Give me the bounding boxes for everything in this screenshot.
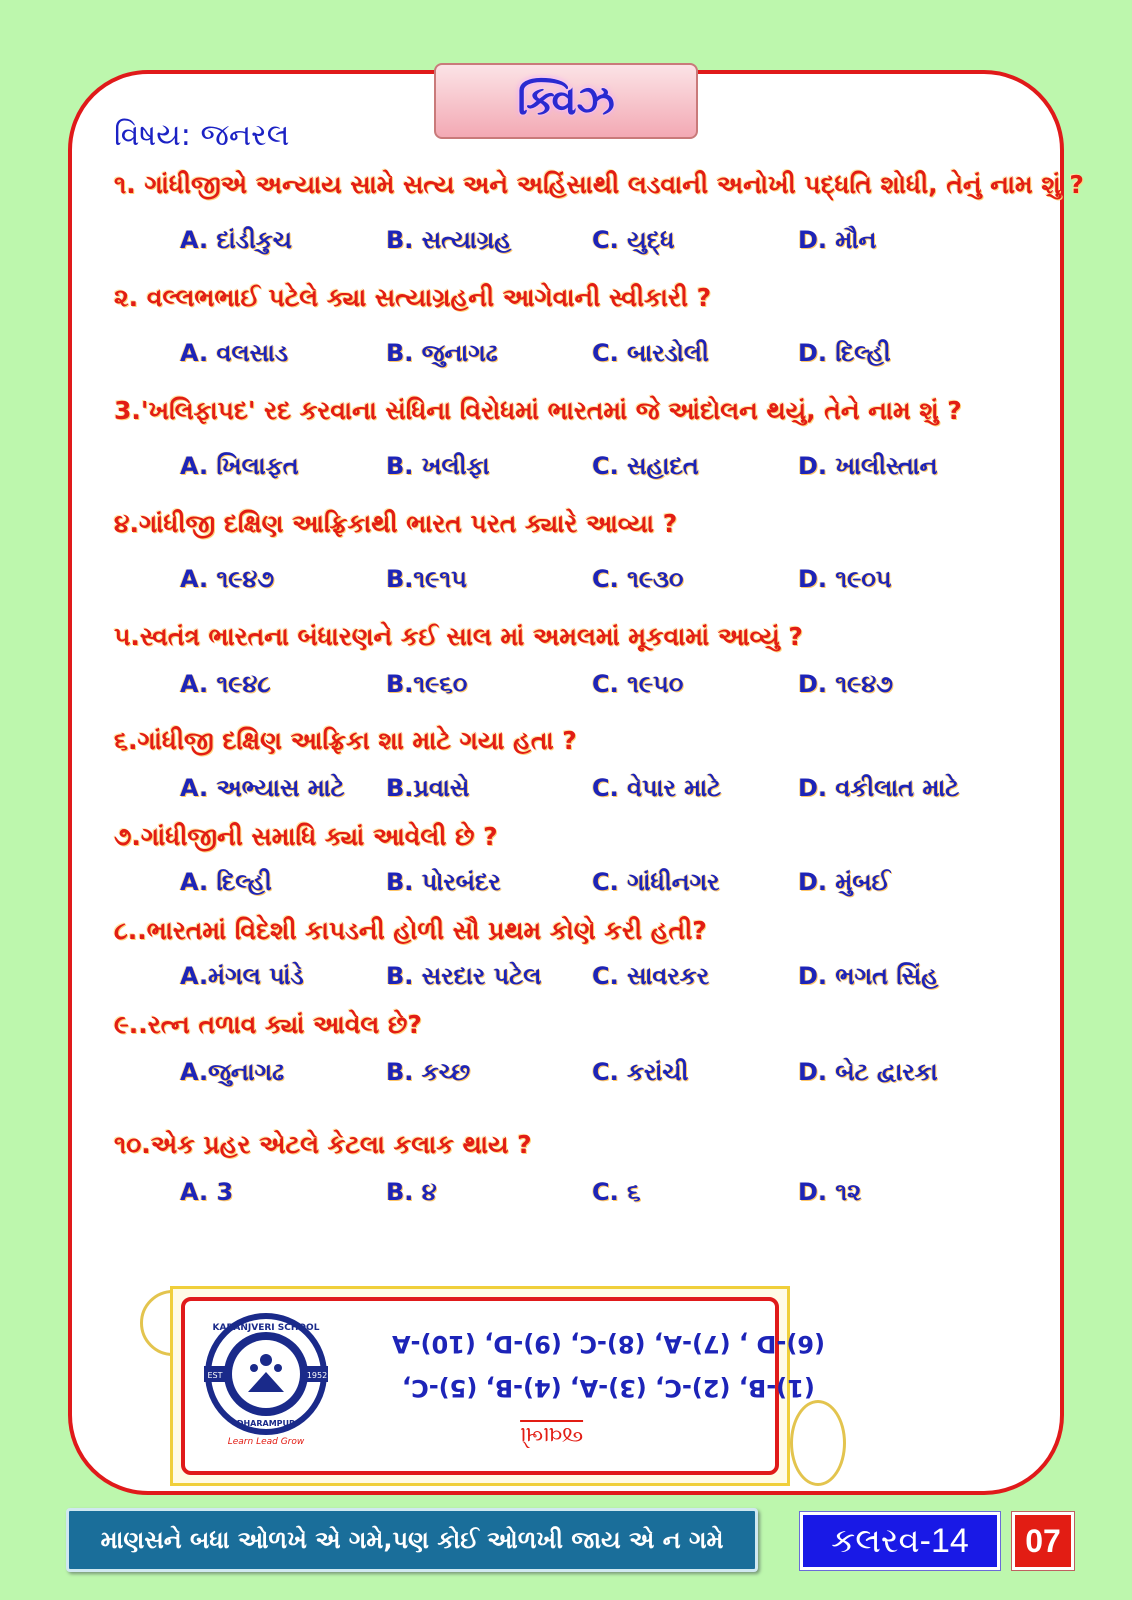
option-a[interactable]: A. દાંડીકુચ xyxy=(180,226,292,254)
option-c[interactable]: C. સાવરકર xyxy=(592,962,710,990)
option-c[interactable]: C. ૧૯૩૦ xyxy=(592,565,684,593)
option-a[interactable]: A. 3 xyxy=(180,1178,234,1206)
question-8: ૮..ભારતમાં વિદેશી કાપડની હોળી સૌ પ્રથમ કોણે કરી હતી? xyxy=(114,916,707,945)
option-d[interactable]: D. ભગત સિંહ xyxy=(798,962,939,990)
svg-text:1952: 1952 xyxy=(306,1371,328,1380)
option-c[interactable]: C. ૬ xyxy=(592,1178,641,1206)
option-c[interactable]: C. ૧૯૫૦ xyxy=(592,670,684,698)
footer-quote: માણસને બધા ઓળખે એ ગમે,પણ કોઈ ઓળખી જાય એ ન ગમે xyxy=(66,1508,758,1572)
options-1 xyxy=(180,226,1000,264)
question-10: ૧૦.એક પ્રહર એટલે કેટલા કલાક થાય ? xyxy=(114,1130,532,1159)
options-3 xyxy=(180,452,1000,490)
question-9: ૯..રત્ન તળાવ ક્યાં આવેલ છે? xyxy=(114,1010,422,1039)
option-d[interactable]: D. બેટ દ્વારકા xyxy=(798,1058,938,1086)
option-a[interactable]: A.મંગલ પાંડે xyxy=(180,962,304,990)
school-logo xyxy=(198,1312,334,1448)
answers-line-1: (1)-B, (2)-C, (3)-A, (4)-B, (5)-C, xyxy=(402,1374,815,1402)
option-a[interactable]: A. અભ્યાસ માટે xyxy=(180,774,345,802)
options-7 xyxy=(180,868,1000,906)
question-3: 3.'ખલિફાપદ' રદ કરવાના સંધિના વિરોધમાં ભારતમાં જે આંદોલન થયું, તેને નામ શું ? xyxy=(114,396,962,425)
answers-line-2: (6)-D , (7)-A, (8)-C, (9)-D, (10)-A xyxy=(392,1330,825,1358)
options-9 xyxy=(180,1058,1000,1096)
svg-text:Learn Lead Grow: Learn Lead Grow xyxy=(227,1437,305,1447)
option-b[interactable]: B. જુનાગઢ xyxy=(386,339,498,367)
option-b[interactable]: B. ખલીફા xyxy=(386,452,490,480)
option-c[interactable]: C. કરાંચી xyxy=(592,1058,689,1086)
option-c[interactable]: C. વેપાર માટે xyxy=(592,774,722,802)
option-b[interactable]: B. સરદાર પટેલ xyxy=(386,962,542,990)
page-title: ક્વિઝ xyxy=(434,63,698,139)
options-5 xyxy=(180,670,1000,708)
option-b[interactable]: B.પ્રવાસે xyxy=(386,774,470,802)
option-a[interactable]: A. ૧૯૪૮ xyxy=(180,670,271,698)
question-5: ૫.સ્વતંત્ર ભારતના બંધારણને કઈ સાલ માં અમલમાં મૂકવામાં આવ્યું ? xyxy=(114,622,803,651)
option-c[interactable]: C. બારડોલી xyxy=(592,339,709,367)
question-2: ૨. વલ્લભભાઈ પટેલે ક્યા સત્યાગ્રહની આગેવાની સ્વીકારી ? xyxy=(114,283,712,312)
svg-text:KARANJVERI SCHOOL: KARANJVERI SCHOOL xyxy=(212,1323,320,1333)
option-d[interactable]: D. ૧૯૦૫ xyxy=(798,565,892,593)
magazine-title: કલરવ-14 xyxy=(800,1512,1000,1570)
option-d[interactable]: D. મુંબઈ xyxy=(798,868,891,896)
options-8 xyxy=(180,962,1000,1000)
options-10 xyxy=(180,1178,1000,1216)
option-b[interactable]: B.૧૯૬૦ xyxy=(386,670,468,698)
question-7: ૭.ગાંધીજીની સમાધિ ક્યાં આવેલી છે ? xyxy=(114,822,498,851)
option-a[interactable]: A. ખિલાફત xyxy=(180,452,299,480)
question-6: ૬.ગાંધીજી દક્ષિણ આફ્રિકા શા માટે ગયા હતા ? xyxy=(114,726,577,755)
option-b[interactable]: B. કચ્છ xyxy=(386,1058,471,1086)
page-number: 07 xyxy=(1012,1512,1074,1570)
option-d[interactable]: D. મૌન xyxy=(798,226,877,254)
option-a[interactable]: A. વલસાડ xyxy=(180,339,289,367)
option-d[interactable]: D. વકીલાત માટે xyxy=(798,774,960,802)
svg-text:EST: EST xyxy=(207,1371,223,1380)
answers-label: જવાબો xyxy=(520,1422,584,1447)
options-2 xyxy=(180,339,1000,377)
options-4 xyxy=(180,565,1000,603)
option-d[interactable]: D. ખાલીસ્તાન xyxy=(798,452,938,480)
question-1: ૧. ગાંધીજીએ અન્યાય સામે સત્ય અને અહિંસાથી લડવાની અનોખી પદ્ધતિ શોધી, તેનું નામ શું ? xyxy=(114,170,1084,199)
option-b[interactable]: B. સત્યાગ્રહ xyxy=(386,226,512,254)
decorative-swirl xyxy=(790,1400,846,1486)
option-a[interactable]: A. ૧૯૪૭ xyxy=(180,565,275,593)
question-4: ૪.ગાંધીજી દક્ષિણ આફ્રિકાથી ભારત પરત ક્યારે આવ્યા ? xyxy=(114,509,678,538)
option-d[interactable]: D. દિલ્હી xyxy=(798,339,891,367)
option-b[interactable]: B.૧૯૧૫ xyxy=(386,565,467,593)
option-d[interactable]: D. ૧૨ xyxy=(798,1178,862,1206)
option-b[interactable]: B. પોરબંદર xyxy=(386,868,501,896)
option-c[interactable]: C. યુદ્ધ xyxy=(592,226,675,254)
option-c[interactable]: C. ગાંધીનગર xyxy=(592,868,720,896)
option-c[interactable]: C. સહાદત xyxy=(592,452,699,480)
svg-text:DHARAMPUR: DHARAMPUR xyxy=(236,1419,296,1428)
subject-label: વિષય: જનરલ xyxy=(114,118,290,153)
option-a[interactable]: A.જુનાગઢ xyxy=(180,1058,285,1086)
option-d[interactable]: D. ૧૯૪૭ xyxy=(798,670,893,698)
options-6 xyxy=(180,774,1000,812)
option-a[interactable]: A. દિલ્હી xyxy=(180,868,272,896)
option-b[interactable]: B. ૪ xyxy=(386,1178,437,1206)
